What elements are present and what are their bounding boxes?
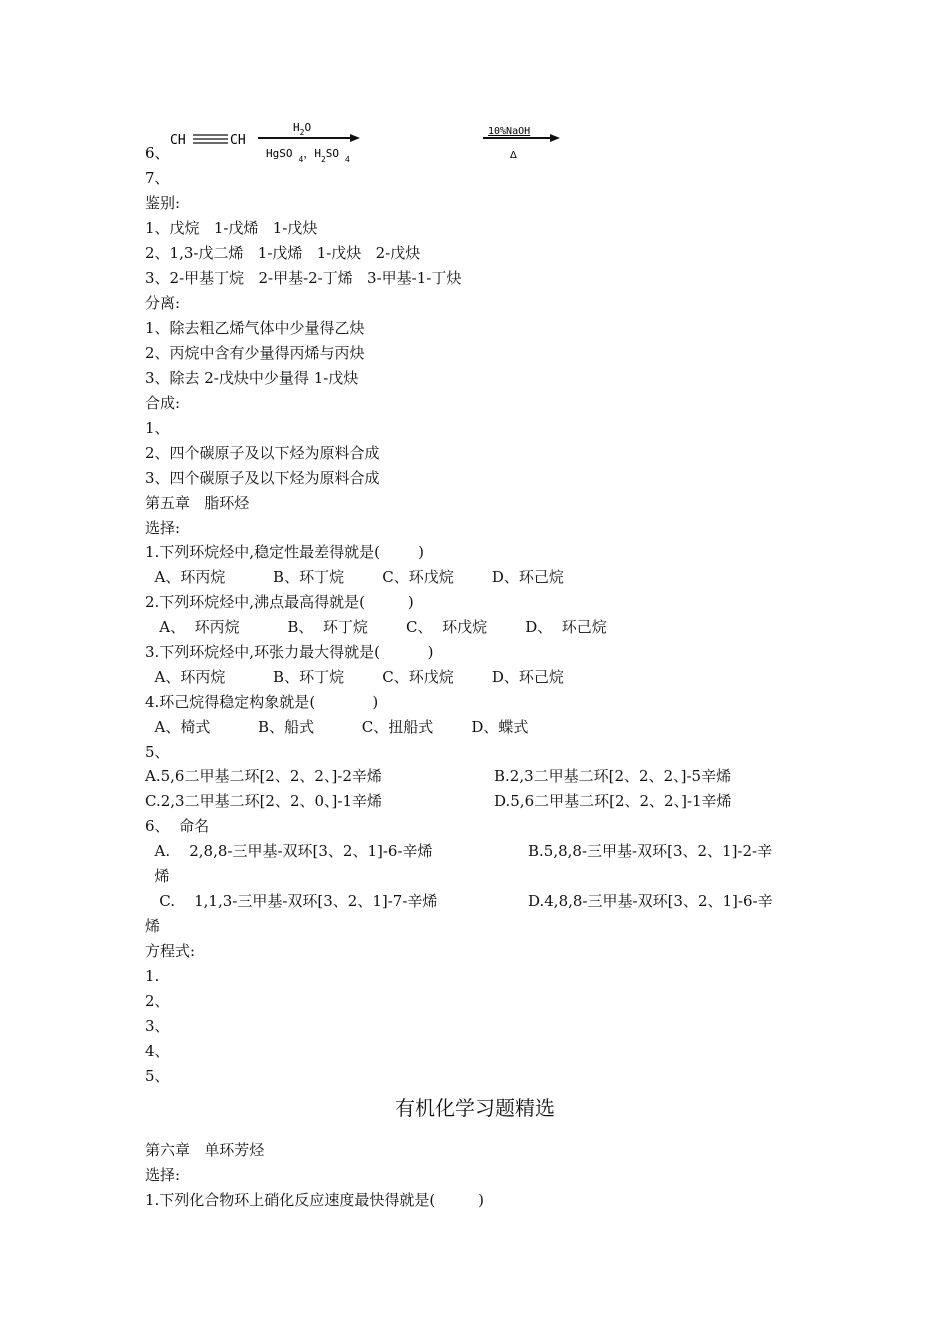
chapter5-title: 第五章 脂环烃 — [145, 494, 250, 512]
question-3-options: A、环丙烷 B、环丁烷 C、环戊烷 D、环己烷 — [145, 668, 564, 686]
question-1: 1.下列环烷烃中,稳定性最差得就是( ) — [145, 543, 424, 561]
triple-bond — [193, 135, 228, 143]
arrow2-condition-bottom: Δ — [510, 150, 517, 161]
chapter6-question-1: 1.下列化合物环上硝化反应速度最快得就是( ) — [145, 1191, 484, 1209]
reactant-ch-left: CH — [170, 133, 186, 148]
question-2: 2.下列环烷烃中,沸点最高得就是( ) — [145, 593, 414, 611]
question-5: 5、 — [145, 743, 170, 761]
chapter6-choice: 选择: — [145, 1166, 181, 1184]
synthesis-2: 2、四个碳原子及以下烃为原料合成 — [145, 444, 380, 462]
q6-option-d-wrap: 烯 — [145, 917, 161, 935]
question-4: 4.环己烷得稳定构象就是( ) — [145, 693, 379, 711]
separation-2: 2、丙烷中含有少量得丙烯与丙炔 — [145, 344, 365, 362]
q6-option-b: B.5,8,8-三甲基-双环[3、2、1]-2-辛 — [528, 842, 773, 860]
q6-option-c: C. 1,1,3-三甲基-双环[3、2、1]-7-辛烯 — [145, 892, 438, 910]
arrow2-condition-top: 10%NaOH — [488, 126, 531, 137]
q6-option-b-wrap: 烯 — [145, 867, 170, 885]
heading-equations: 方程式: — [145, 942, 196, 960]
reaction-number: 6、 — [145, 144, 170, 162]
equation-5: 5、 — [145, 1067, 170, 1085]
equation-1: 1. — [145, 967, 160, 985]
identification-1: 1、戊烷 1-戊烯 1-戊炔 — [145, 219, 318, 237]
section-title: 有机化学习题精选 — [395, 1096, 555, 1120]
heading-synthesis: 合成: — [145, 394, 181, 412]
arrow1-condition-bottom: HgSO $_4$，$H_2SO$ $_4$ — [266, 147, 350, 164]
synthesis-3: 3、四个碳原子及以下烃为原料合成 — [145, 469, 380, 487]
equation-3: 3、 — [145, 1017, 170, 1035]
question-6: 6、 命名 — [145, 817, 210, 835]
equation-4: 4、 — [145, 1042, 170, 1060]
question-4-options: A、椅式 B、船式 C、扭船式 D、蝶式 — [145, 718, 529, 736]
heading-identification: 鉴别: — [145, 194, 181, 212]
question-3: 3.下列环烷烃中,环张力最大得就是( ) — [145, 643, 434, 661]
equation-2: 2、 — [145, 992, 170, 1010]
identification-3: 3、2-甲基丁烷 2-甲基-2-丁烯 3-甲基-1-丁炔 — [145, 269, 462, 287]
q6-option-a: A. 2,8,8-三甲基-双环[3、2、1]-6-辛烯 — [145, 842, 433, 860]
question-1-options: A、环丙烷 B、环丁烷 C、环戊烷 D、环己烷 — [145, 568, 564, 586]
reaction-arrow-1 — [258, 134, 360, 142]
separation-1: 1、除去粗乙烯气体中少量得乙炔 — [145, 319, 365, 337]
arrow1-condition-top: $H_2O$ — [293, 121, 312, 137]
separation-3: 3、除去 2-戊炔中少量得 1-戊炔 — [145, 369, 359, 387]
q5-option-b: B.2,3二甲基二环[2、2、2、]-5辛烯 — [494, 767, 732, 785]
q6-option-d: D.4,8,8-三甲基-双环[3、2、1]-6-辛 — [528, 892, 773, 910]
q5-option-c: C.2,3二甲基二环[2、2、0、]-1辛烯 — [145, 792, 383, 810]
reactant-ch-right: CH — [230, 133, 246, 148]
q5-option-a: A.5,6二甲基二环[2、2、2、]-2辛烯 — [145, 767, 382, 785]
heading-choice: 选择: — [145, 519, 181, 537]
q5-option-d: D.5,6二甲基二环[2、2、2、]-1辛烯 — [494, 792, 732, 810]
synthesis-1: 1、 — [145, 419, 170, 437]
reaction-scheme-6 — [0, 0, 950, 180]
heading-separation: 分离: — [145, 294, 181, 312]
question-2-options: A、 环丙烷 B、 环丁烷 C、 环戊烷 D、 环己烷 — [145, 618, 607, 636]
line-q7: 7、 — [145, 169, 170, 187]
chapter6-title: 第六章 单环芳烃 — [145, 1141, 265, 1159]
identification-2: 2、1,3-戊二烯 1-戊烯 1-戊炔 2-戊炔 — [145, 244, 421, 262]
